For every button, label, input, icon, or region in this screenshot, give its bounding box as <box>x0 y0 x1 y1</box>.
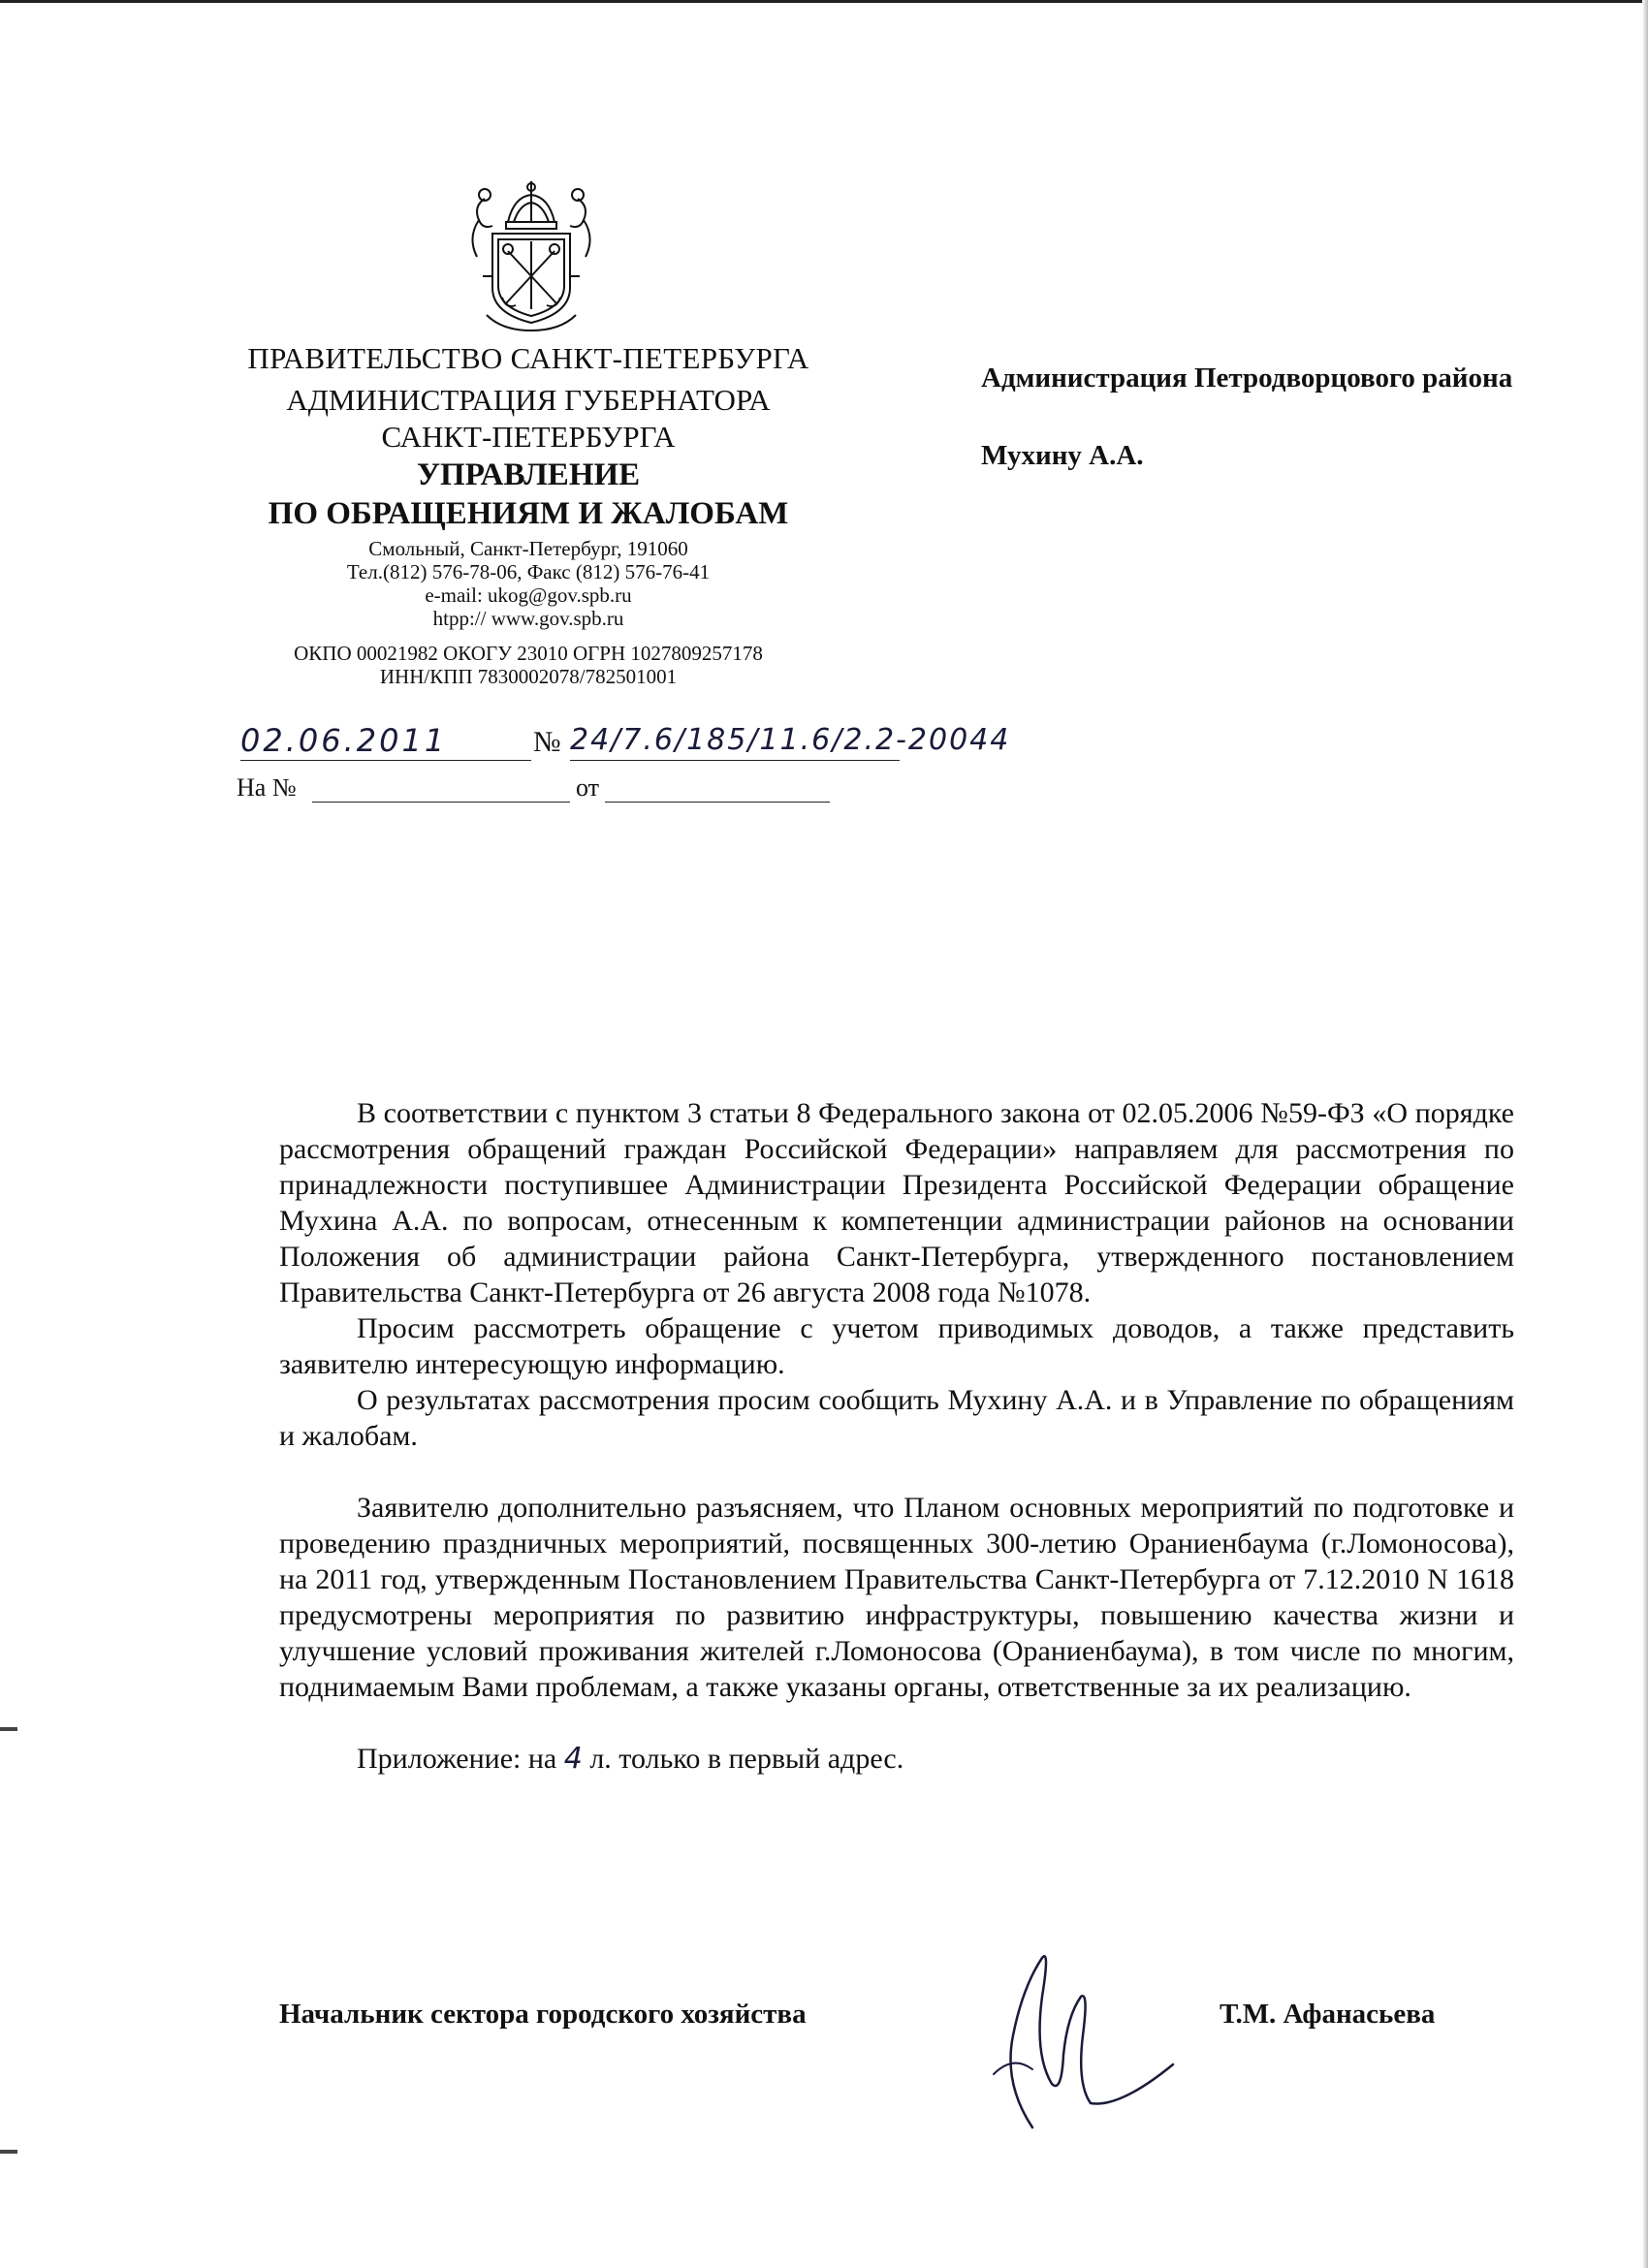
scan-edge <box>1642 0 1648 2268</box>
addressee <box>981 359 1563 475</box>
address: Смольный, Санкт-Петербург, 191060 <box>368 537 688 560</box>
paragraph: О результатах рассмотрения просим сообщить Мухину А.А. и в Управление по обращениям и жалобам. <box>279 1384 1514 1452</box>
email: e-mail: ukog@gov.spb.ru <box>425 583 632 607</box>
handwritten-number: 24/7.6/185/11.6/2.2-20044 <box>570 721 900 761</box>
department-name-line1: УПРАВЛЕНИЕ <box>416 457 641 492</box>
scan-edge <box>0 0 1648 3</box>
paragraph: Заявителю дополнительно разъясняем, что Планом основных мероприятий по подготовке и проведению праздничных мероприятий, посвященных 300-летию Ораниенбаума (г.Ломоносова), на 2011 год, утвержденным Постановлением Правительства Санкт-Петербурга от 7.12.2010 N 1618 предусмотрены мероприятия по развитию инфраструктуры, повышению качества жизни и улучшение условий проживания жителей г.Ломоносова (Ораниенбаума), в том числе по многим, поднимаемым Вами проблемам, а также указаны органы, ответственные за их реализацию. <box>279 1492 1514 1703</box>
coat-of-arms-emblem <box>463 179 599 334</box>
signatory-title: Начальник сектора городского хозяйства <box>279 1999 807 2030</box>
attachment-prefix: Приложение: на <box>357 1743 557 1775</box>
phone-fax: Тел.(812) 576-78-06, Факс (812) 576-76-41 <box>346 560 711 583</box>
administration-name-line1: АДМИНИСТРАЦИЯ ГУБЕРНАТОРА <box>286 383 771 417</box>
website: htpp:// www.gov.spb.ru <box>432 607 624 630</box>
addressee-organization: Администрация Петродворцового района <box>981 362 1513 394</box>
scan-mark <box>0 1727 17 1731</box>
signatory-name: Т.М. Афанасьева <box>1220 1999 1436 2030</box>
attachment-line <box>279 1741 1514 1777</box>
reply-number-label: На № <box>237 773 297 802</box>
handwritten-date: 02.06.2011 <box>240 721 531 761</box>
letter-body <box>279 1095 1514 1777</box>
number-label: № <box>533 726 561 758</box>
administration-name-line2: САНКТ-ПЕТЕРБУРГА <box>381 420 676 454</box>
registry-codes-line2: ИНН/КПП 7830002078/782501001 <box>379 665 678 688</box>
government-name: ПРАВИТЕЛЬСТВО САНКТ-ПЕТЕРБУРГА <box>247 341 809 375</box>
attachment-suffix: л. только в первый адрес. <box>589 1743 904 1775</box>
addressee-person: Мухину А.А. <box>981 440 1144 471</box>
paragraph: В соответствии с пунктом 3 статьи 8 Федерального закона от 02.05.2006 №59-ФЗ «О порядке рассмотрения обращений граждан Российской Федерации» направляем для рассмотрения по принадлежности поступившее Администрации Президента Российской Федерации обращение Мухина А.А. по вопросам, отнесенным к компетенции администрации районов на основании Положения об администрации района Санкт-Петербурга, утвержденного постановлением Правительства Санкт-Петербурга от 26 августа 2008 года №1078. <box>279 1097 1514 1308</box>
scan-mark <box>0 2150 17 2154</box>
paragraph: Просим рассмотреть обращение с учетом приводимых доводов, а также представить заявителю интересующую информацию. <box>279 1312 1514 1380</box>
reply-date-label: от <box>576 773 600 802</box>
letterhead <box>194 339 863 688</box>
department-name-line2: ПО ОБРАЩЕНИЯМ И ЖАЛОБАМ <box>268 496 789 531</box>
outgoing-reference <box>237 713 1011 760</box>
handwritten-signature <box>974 1938 1188 2142</box>
registry-codes-line1: ОКПО 00021982 ОКОГУ 23010 ОГРН 1027809257178 <box>294 642 763 665</box>
reply-number-blank <box>312 771 570 803</box>
reply-date-blank <box>605 771 830 803</box>
attachment-count: 4 <box>563 1742 583 1776</box>
incoming-reference <box>237 771 838 809</box>
